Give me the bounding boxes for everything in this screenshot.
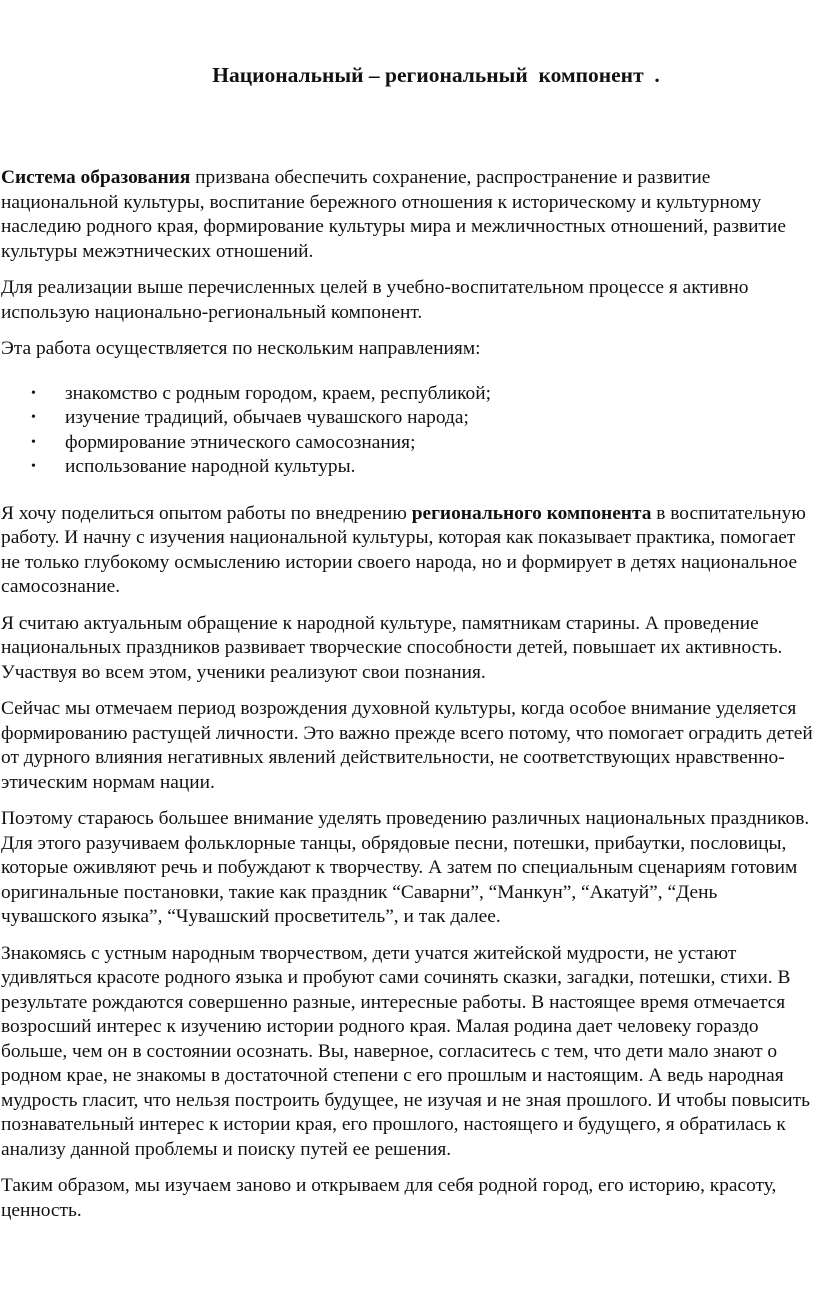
paragraph-directions-intro: Эта работа осуществляется по нескольким направлениям: [1, 338, 481, 359]
paragraph-conclusion: Таким образом, мы изучаем заново и открываем для себя родной город, его историю, красоту, ценность. [1, 1175, 777, 1221]
bullet-icon: • [31, 410, 36, 425]
paragraph-holidays: Поэтому стараюсь большее внимание уделять проведению различных национальных праздников. Для этого разучиваем фольклорные танцы, обрядовые песни, потешки, прибаутки, пословицы, которые оживляют речь и побуждают к творчеству. А затем по специальным сценариям готовим оригинальные постановки, такие как праздник “Саварни”, “Манкун”, “Акатуй”, “День чувашского языка”, “Чувашский просветитель”, и так далее. [1, 808, 810, 927]
paragraph-education-system [1, 166, 815, 264]
bullet-icon: • [31, 385, 36, 401]
paragraph-goals: Для реализации выше перечисленных целей в учебно-воспитательном процессе я активно использую национально-региональный компонент. [1, 277, 749, 323]
paragraph-text: призвана обеспечить сохранение, распространение и развитие национальной культуры, воспитание бережного отношения к историческому и культурному наследию родного края, формирование культуры мира и межличностных отношений, развитие культуры межэтнических отношений. [1, 167, 786, 262]
bold-phrase: Система образования [1, 167, 191, 188]
list-item: • использование народной культуры. [1, 455, 815, 480]
paragraph-regional-component: Я хочу поделиться опытом работы по внедрению регионального компонента в воспитательную работу. И начну с изучения национальной культуры, которая как показывает практика, помогает не только глубокому осмыслению истории своего народа, но и формирует в детях национальное самосознание. [1, 502, 806, 597]
bullet-icon: • [31, 434, 36, 450]
directions-list [1, 382, 815, 480]
paragraph-folk-art: Знакомясь с устным народным творчеством, дети учатся житейской мудрости, не устают удивляться красоте родного языка и пробуют сами сочинять сказки, загадки, потешки, стихи. В результате рождаются совершенно разные, интересные работы. В настоящее время отмечается возросший интерес к изучению истории родного края. Малая родина дает человеку гораздо больше, чем он в состоянии осознать. Вы, наверное, согласитесь с тем, что дети мало знают о родном крае, не знакомы в достаточной степени с его прошлым и настоящим. А ведь народная мудрость гласит, что нельзя построить будущее, не изучая и не зная прошлого. И чтобы повысить познавательный интерес к истории края, его прошлого, настоящего и будущего, я обратилась к анализу данной проблемы и поиску путей ее решения. [1, 942, 810, 1160]
list-item: • формирование этнического самосознания; [1, 431, 815, 456]
list-item: • изучение традиций, обычаев чувашского народа; [1, 406, 815, 431]
list-item: • знакомство с родным городом, краем, республикой; [1, 382, 815, 407]
bullet-icon: • [31, 459, 36, 474]
bold-phrase: регионального компонента [411, 502, 652, 524]
document-body [1, 166, 815, 1235]
document-title: Национальный – региональный компонент . [212, 63, 660, 87]
paragraph-folk-culture: Я считаю актуальным обращение к народной культуре, памятникам старины. А проведение национальных праздников развивает творческие способности детей, повышает их активность. Участвуя во всем этом, ученики реализуют свои познания. [1, 612, 783, 683]
paragraph-spiritual-revival: Сейчас мы отмечаем период возрождения духовной культуры, когда особое внимание уделяется формированию растущей личности. Это важно прежде всего потому, что помогает оградить детей от дурного влияния негативных явлений действительности, не соответствующих нравственно-этическим нормам нации. [1, 698, 813, 793]
